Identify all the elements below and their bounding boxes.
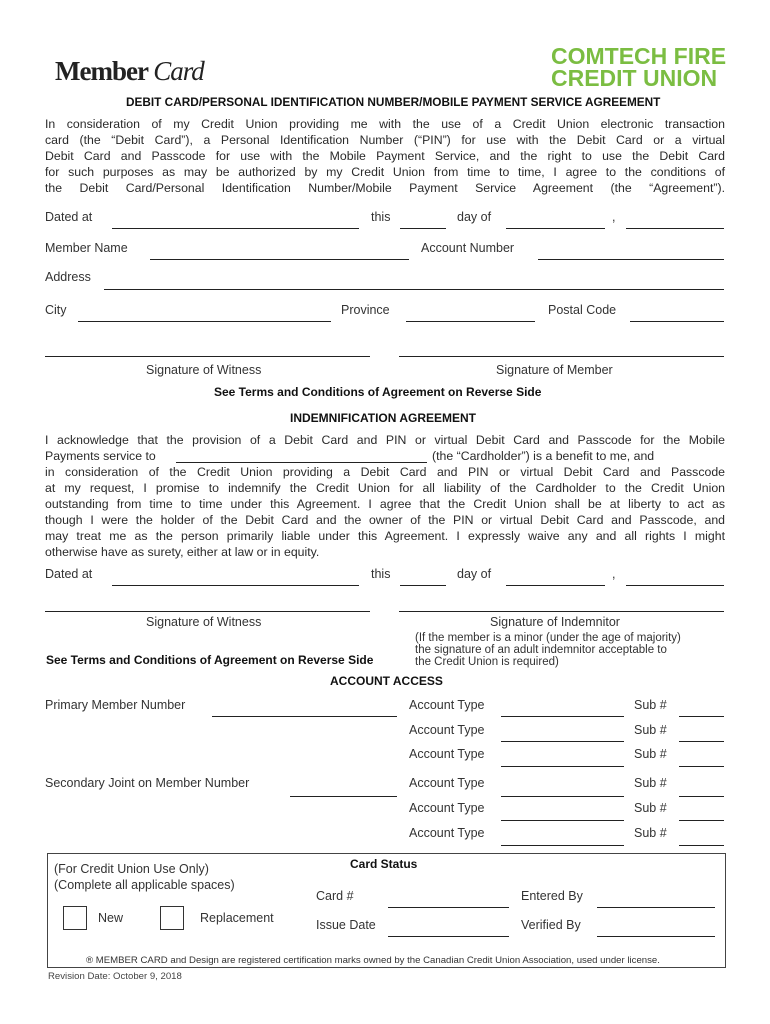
- day-field[interactable]: [400, 228, 446, 229]
- minor-note-line: the signature of an adult indemnitor acceptable to: [415, 644, 667, 656]
- cardholder-label: (the “Cardholder”) is a benefit to me, and: [432, 449, 655, 463]
- account-type-label: Account Type: [409, 801, 485, 815]
- sub-field[interactable]: [679, 741, 724, 742]
- minor-note-line: (If the member is a minor (under the age of majority): [415, 632, 681, 644]
- new-label: New: [98, 911, 124, 925]
- account-type-label: Account Type: [409, 826, 485, 840]
- account-type-field[interactable]: [501, 766, 624, 767]
- indemnification-line: I acknowledge that the provision of a Debit Card and PIN or virtual Debit Card and Passcode for the Mobile: [45, 433, 725, 447]
- indemnitor-signature-field[interactable]: [399, 611, 724, 612]
- office-use-label: (For Credit Union Use Only): [54, 862, 209, 876]
- account-type-label: Account Type: [409, 698, 485, 712]
- member-name-label: Member Name: [45, 241, 128, 255]
- province-field[interactable]: [406, 321, 535, 322]
- indemnification-title: INDEMNIFICATION AGREEMENT: [290, 411, 476, 425]
- entered-by-label: Entered By: [521, 889, 583, 903]
- agreement-line: the Debit Card/Personal Identification Number/Mobile Payment Service Agreement (the “Agreement”).: [45, 181, 725, 195]
- agreement-line: Debit Card and Passcode for use with the Mobile Payment Service, and the right to use the Debit Card: [45, 149, 725, 163]
- replacement-checkbox[interactable]: [160, 906, 184, 930]
- sub-label: Sub #: [634, 747, 667, 761]
- secondary-member-label: Secondary Joint on Member Number: [45, 776, 250, 790]
- account-type-field[interactable]: [501, 716, 624, 717]
- account-type-field[interactable]: [501, 796, 624, 797]
- address-field[interactable]: [104, 289, 724, 290]
- issue-date-label: Issue Date: [316, 918, 376, 932]
- minor-note: [415, 632, 681, 668]
- postal-code-label: Postal Code: [548, 303, 617, 317]
- account-type-field[interactable]: [501, 845, 624, 846]
- payments-service-label: Payments service to: [45, 449, 156, 463]
- replacement-label: Replacement: [200, 911, 274, 925]
- witness-signature-label: Signature of Witness: [146, 363, 262, 377]
- sub-field[interactable]: [679, 796, 724, 797]
- sub-field[interactable]: [679, 766, 724, 767]
- agreement-line: In consideration of my Credit Union providing me with the use of a Credit Union electronic transaction: [45, 117, 725, 131]
- indemnification-line: otherwise have as surety, either at law or in equity.: [45, 545, 320, 559]
- year-field[interactable]: [626, 585, 724, 586]
- card-number-field[interactable]: [388, 907, 509, 908]
- indemnitor-signature-label: Signature of Indemnitor: [490, 615, 620, 629]
- comma-label: ,: [612, 210, 616, 224]
- credit-union-logo: [551, 45, 726, 89]
- day-field[interactable]: [400, 585, 446, 586]
- month-field[interactable]: [506, 228, 605, 229]
- day-of-label: day of: [457, 567, 492, 581]
- account-type-label: Account Type: [409, 776, 485, 790]
- account-number-field[interactable]: [538, 259, 724, 260]
- logo-line-2: CREDIT UNION: [551, 65, 718, 91]
- postal-code-field[interactable]: [630, 321, 724, 322]
- witness-signature-label: Signature of Witness: [146, 615, 262, 629]
- member-signature-label: Signature of Member: [496, 363, 613, 377]
- province-label: Province: [341, 303, 390, 317]
- dated-at-label: Dated at: [45, 210, 93, 224]
- sub-label: Sub #: [634, 776, 667, 790]
- sub-field[interactable]: [679, 716, 724, 717]
- account-type-field[interactable]: [501, 741, 624, 742]
- account-type-field[interactable]: [501, 820, 624, 821]
- cardholder-name-field[interactable]: [176, 462, 427, 463]
- witness-signature-field[interactable]: [45, 611, 370, 612]
- logo-card-text: Card: [153, 56, 204, 86]
- new-checkbox[interactable]: [63, 906, 87, 930]
- sub-field[interactable]: [679, 845, 724, 846]
- account-type-label: Account Type: [409, 723, 485, 737]
- verified-by-label: Verified By: [521, 918, 581, 932]
- indemnification-line: at my request, I promise to indemnify the Credit Union for all liability of the Cardholder to the Credit Union: [45, 481, 725, 495]
- logo-member-text: Member: [55, 56, 148, 86]
- agreement-paragraph: [45, 116, 725, 196]
- entered-by-field[interactable]: [597, 907, 715, 908]
- this-label: this: [371, 567, 391, 581]
- account-number-label: Account Number: [421, 241, 515, 255]
- logo-line-1: COMTECH FIRE: [551, 43, 727, 69]
- city-field[interactable]: [78, 321, 331, 322]
- revision-date: Revision Date: October 9, 2018: [48, 971, 182, 982]
- year-field[interactable]: [626, 228, 724, 229]
- indemnification-line: though I were the holder of the Debit Card and the owner of the PIN or virtual Debit Card and Passcode, and: [45, 513, 725, 527]
- indemnification-paragraph: [45, 432, 725, 560]
- minor-note-line: the Credit Union is required): [415, 656, 559, 668]
- trademark-notice: ® MEMBER CARD and Design are registered certification marks owned by the Canadian Credit Union Association, used under license.: [86, 955, 660, 966]
- sub-label: Sub #: [634, 826, 667, 840]
- indemnification-line: may treat me as the person primarily liable under this Agreement. I expressly waive any and all rights I might: [45, 529, 725, 543]
- member-signature-field[interactable]: [399, 356, 724, 357]
- verified-by-field[interactable]: [597, 936, 715, 937]
- see-terms-note: See Terms and Conditions of Agreement on Reverse Side: [214, 385, 542, 399]
- sub-label: Sub #: [634, 801, 667, 815]
- indemnification-line: in consideration of the Credit Union providing a Debit Card and PIN or virtual Debit Card and Passcode: [45, 465, 725, 479]
- complete-label: (Complete all applicable spaces): [54, 878, 235, 892]
- agreement-line: card (the “Debit Card”), a Personal Identification Number (“PIN”) for use with the Debit Card or a virtual: [45, 133, 725, 147]
- card-number-label: Card #: [316, 889, 354, 903]
- sub-label: Sub #: [634, 698, 667, 712]
- account-type-label: Account Type: [409, 747, 485, 761]
- month-field[interactable]: [506, 585, 605, 586]
- dated-at-field[interactable]: [112, 585, 359, 586]
- this-label: this: [371, 210, 391, 224]
- address-label: Address: [45, 270, 91, 284]
- indemnification-line: outstanding from time to time under this Agreement. I agree that the Credit Union shall be at liberty to act as: [45, 497, 725, 511]
- sub-field[interactable]: [679, 820, 724, 821]
- account-access-title: ACCOUNT ACCESS: [330, 674, 443, 688]
- secondary-member-field[interactable]: [290, 796, 397, 797]
- comma-label: ,: [612, 567, 616, 581]
- dated-at-label: Dated at: [45, 567, 93, 581]
- city-label: City: [45, 303, 67, 317]
- witness-signature-field[interactable]: [45, 356, 370, 357]
- member-name-field[interactable]: [150, 259, 409, 260]
- agreement-line: for such purposes as may be authorized by my Credit Union from time to time, I agree to the conditions of: [45, 165, 725, 179]
- issue-date-field[interactable]: [388, 936, 509, 937]
- card-status-title: Card Status: [350, 857, 418, 871]
- see-terms-note: See Terms and Conditions of Agreement on Reverse Side: [46, 653, 374, 667]
- primary-member-field[interactable]: [212, 716, 397, 717]
- primary-member-label: Primary Member Number: [45, 698, 186, 712]
- member-card-logo: [55, 56, 204, 87]
- dated-at-field[interactable]: [112, 228, 359, 229]
- agreement-title: DEBIT CARD/PERSONAL IDENTIFICATION NUMBER/MOBILE PAYMENT SERVICE AGREEMENT: [126, 95, 661, 109]
- sub-label: Sub #: [634, 723, 667, 737]
- day-of-label: day of: [457, 210, 492, 224]
